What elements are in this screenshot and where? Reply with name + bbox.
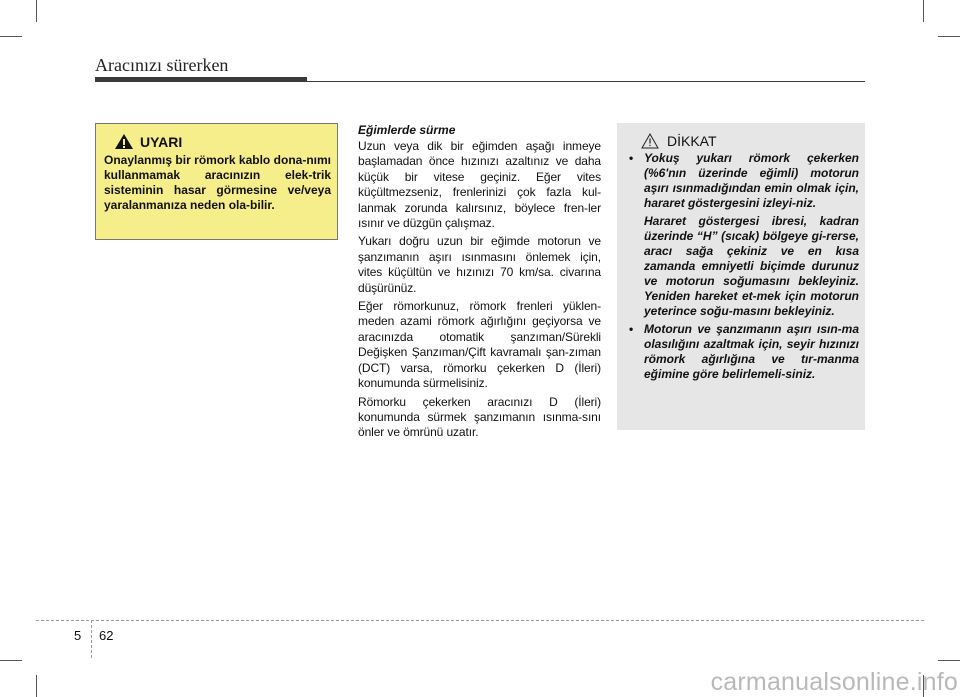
caution-item — [627, 322, 859, 382]
crop-mark — [0, 660, 22, 661]
crop-mark — [923, 0, 924, 22]
body-paragraph: Eğer römorkunuz, römork frenleri yüklen-meden azami römork ağırlığını geçiyorsa ve aracınızda otomatik şanzıman/Sürekli Değişken Şanzıman/Çift kavramalı şan-zıman (DCT) varsa, römorku çekerken D (İleri) konumunda sürmelisiniz. — [358, 299, 601, 391]
header-rule-thin — [307, 81, 865, 82]
crop-mark — [938, 36, 960, 37]
caution-paragraph: • Motorun ve şanzımanın aşırı ısın-ma olasılığını azaltmak için, seyir hızınızı römork ağırlığına ve tır-manma eğimine göre belirlemeli-siniz. — [644, 322, 859, 381]
caution-triangle-icon — [641, 133, 659, 149]
footer-rule — [36, 620, 924, 621]
body-paragraph: Römorku çekerken aracınızı D (İleri) konumunda sürmek şanzımanın ısınma-sını önler ve ömrünü uzatır. — [358, 394, 601, 440]
chapter-number: 5 — [74, 628, 82, 643]
caution-header — [627, 133, 859, 149]
caution-paragraph: Hararet göstergesi ibresi, kadran üzerinde “H” (sıcak) bölgeye gi-rerse, aracı sağa çekiniz ve en kısa zamanda emniyetli biçimde durunuz ve motorun soğumasını bekleyiniz. Yeniden hareket et-mek için motorun yeterince soğu-masını bekleyiniz. — [644, 214, 859, 318]
caution-box — [617, 123, 865, 430]
warning-triangle-icon — [114, 133, 134, 150]
section-heading: Eğimlerde sürme — [358, 123, 456, 137]
page-number: 62 — [99, 628, 114, 643]
crop-mark — [0, 36, 22, 37]
caution-title: DİKKAT — [667, 133, 717, 149]
crop-mark — [36, 0, 37, 22]
warning-box — [95, 123, 338, 240]
watermark: carmanualsonline.info — [710, 668, 958, 696]
body-column — [358, 123, 601, 444]
warning-title: UYARI — [140, 133, 183, 150]
caution-item — [627, 151, 859, 319]
warning-text: Onaylanmış bir römork kablo dona-nımı kullanmamak aracınızın elek-trik sisteminin hasar görmesine ve/veya yaralanmanıza neden ola-bilir. — [104, 153, 331, 212]
caution-list — [627, 151, 859, 382]
caution-paragraph: • Yokuş yukarı römork çekerken (%6'nın üzerinde eğimli) motorun aşırı ısınmadığından emin olmak için, hararet göstergesini izleyi-niz. — [644, 151, 859, 210]
page-title: Aracınızı sürerken — [95, 55, 229, 75]
warning-header — [104, 133, 331, 150]
body-paragraph: Yukarı doğru uzun bir eğimde motorun ve şanzımanın aşırı ısınmasını önlemek için, vites küçültün ve hızınızı 70 km/sa. civarına düşürünüz. — [358, 234, 601, 295]
crop-mark — [938, 660, 960, 661]
body-paragraph: Uzun veya dik bir eğimden aşağı inmeye başlamadan önce hızınızı azaltınız ve daha küçük bir vitese geçiniz. Eğer vites küçültmezseniz, frenlerinizi çok fazla kul-lanmak zorunda kalırsınız, böylece fren-ler ısınır ve düzgün çalışmaz. — [358, 139, 601, 231]
page-number-divider — [91, 620, 93, 658]
header-rule — [95, 77, 307, 82]
crop-mark — [36, 675, 37, 697]
